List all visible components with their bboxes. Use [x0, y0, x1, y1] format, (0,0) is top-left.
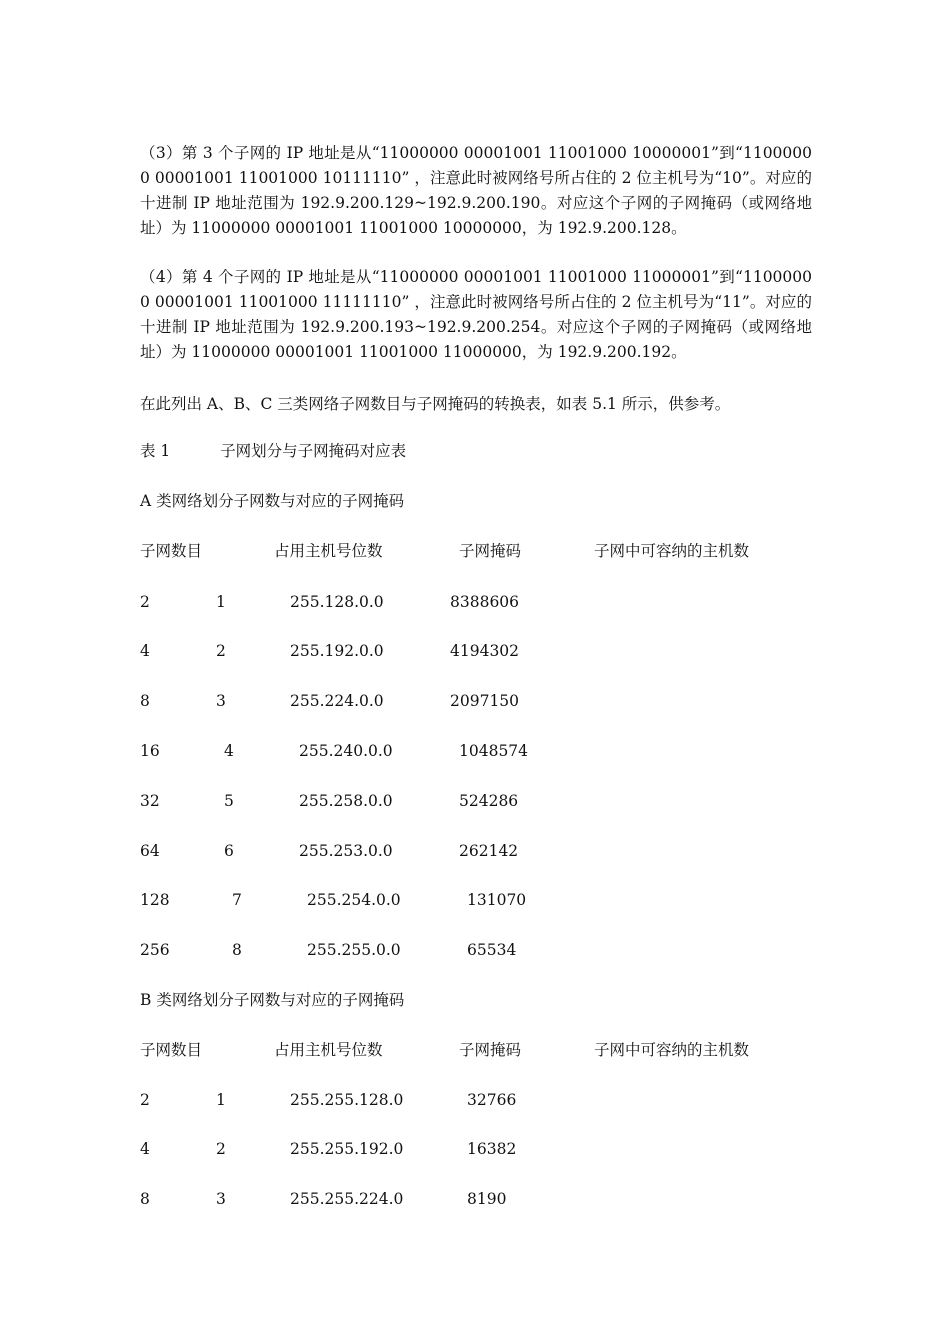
section-a-title: A 类网络划分子网数与对应的子网掩码: [140, 492, 405, 510]
cell-subnet-count: 4: [140, 642, 150, 660]
cell-subnet-count: 32: [140, 792, 160, 810]
header-host-count: 子网中可容纳的主机数: [594, 542, 750, 560]
header-subnet-count: 子网数目: [140, 542, 203, 560]
header-host-count: 子网中可容纳的主机数: [594, 1041, 750, 1059]
cell-subnet-mask: 255.192.0.0: [290, 642, 384, 660]
cell-subnet-count: 256: [140, 941, 170, 959]
cell-host-count: 16382: [467, 1140, 517, 1158]
paragraph-subnet-3: （3）第 3 个子网的 IP 地址是从“11000000 00001001 11001000 10000001”到“11000000 00001001 11001000 10111110” ，注意此时被网络号所占住的 2 位主机号为“10”。对应的十进制 IP 地址范围为 192.9.200.129~192.9.200.190。对应这个子网的子网掩码（或网络地址）为 11000000 00001001 11001000 10000000，为 192.9.200.128。: [140, 144, 812, 237]
table-caption-label: 表 1: [140, 442, 171, 460]
cell-host-bits: 7: [232, 891, 242, 909]
cell-host-bits: 5: [224, 792, 234, 810]
header-subnet-mask: 子网掩码: [459, 1041, 522, 1059]
section-b-title: B 类网络划分子网数与对应的子网掩码: [140, 991, 405, 1009]
cell-host-count: 131070: [467, 891, 527, 909]
cell-subnet-mask: 255.254.0.0: [307, 891, 401, 909]
cell-subnet-mask: 255.224.0.0: [290, 692, 384, 710]
cell-host-bits: 8: [232, 941, 242, 959]
cell-host-bits: 3: [216, 692, 226, 710]
cell-host-bits: 2: [216, 1140, 226, 1158]
paragraph-table-intro: 在此列出 A、B、C 三类网络子网数目与子网掩码的转换表，如表 5.1 所示，供参考。: [140, 395, 731, 413]
cell-subnet-mask: 255.255.192.0: [290, 1140, 404, 1158]
cell-host-count: 2097150: [450, 692, 520, 710]
paragraph-subnet-4: （4）第 4 个子网的 IP 地址是从“11000000 00001001 11001000 11000001”到“11000000 00001001 11001000 11111110” ，注意此时被网络号所占住的 2 位主机号为“11”。对应的十进制 IP 地址范围为 192.9.200.193~192.9.200.254。对应这个子网的子网掩码（或网络地址）为 11000000 00001001 11001000 11000000，为 192.9.200.192。: [140, 268, 812, 361]
cell-host-count: 65534: [467, 941, 517, 959]
cell-host-count: 1048574: [459, 742, 529, 760]
cell-host-count: 524286: [459, 792, 519, 810]
cell-subnet-mask: 255.253.0.0: [299, 842, 393, 860]
cell-subnet-count: 16: [140, 742, 160, 760]
cell-subnet-count: 8: [140, 1190, 150, 1208]
header-host-bits: 占用主机号位数: [274, 1041, 383, 1059]
cell-host-count: 262142: [459, 842, 519, 860]
cell-subnet-mask: 255.255.0.0: [307, 941, 401, 959]
cell-host-bits: 1: [216, 1091, 226, 1109]
cell-host-bits: 3: [216, 1190, 226, 1208]
cell-subnet-mask: 255.128.0.0: [290, 593, 384, 611]
cell-subnet-mask: 255.240.0.0: [299, 742, 393, 760]
cell-subnet-mask: 255.258.0.0: [299, 792, 393, 810]
table-caption-title: 子网划分与子网掩码对应表: [220, 442, 407, 460]
table-caption: [140, 441, 406, 461]
cell-subnet-count: 4: [140, 1140, 150, 1158]
cell-subnet-mask: 255.255.128.0: [290, 1091, 404, 1109]
cell-host-bits: 2: [216, 642, 226, 660]
cell-subnet-mask: 255.255.224.0: [290, 1190, 404, 1208]
cell-subnet-count: 2: [140, 593, 150, 611]
header-host-bits: 占用主机号位数: [274, 542, 383, 560]
cell-host-count: 8388606: [450, 593, 520, 611]
cell-host-bits: 4: [224, 742, 234, 760]
header-subnet-count: 子网数目: [140, 1041, 203, 1059]
cell-subnet-count: 8: [140, 692, 150, 710]
cell-host-bits: 1: [216, 593, 226, 611]
cell-host-bits: 6: [224, 842, 234, 860]
header-subnet-mask: 子网掩码: [459, 542, 522, 560]
cell-subnet-count: 128: [140, 891, 170, 909]
cell-host-count: 8190: [467, 1190, 507, 1208]
cell-host-count: 4194302: [450, 642, 520, 660]
cell-host-count: 32766: [467, 1091, 517, 1109]
cell-subnet-count: 2: [140, 1091, 150, 1109]
cell-subnet-count: 64: [140, 842, 160, 860]
